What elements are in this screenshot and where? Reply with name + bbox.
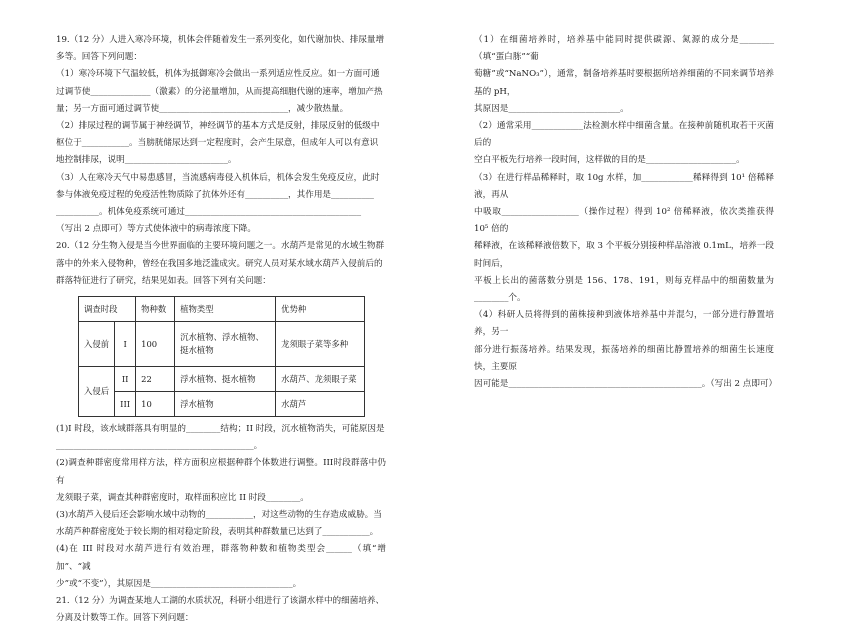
- before-invasion-label: 入侵前: [79, 322, 115, 367]
- count-cell: 100: [136, 322, 175, 367]
- q21-line-1: 21.（12 分）为调查某地人工湖的水质状况，科研小组进行了该湖水样中的细菌培养、: [56, 596, 385, 607]
- q20-line-1: 20.（12 分生物入侵是当今世界面临的主要环境问题之一。水葫芦是常见的水域生物群: [56, 241, 385, 252]
- q21-sub1-line-1: （1）在细菌培养时，培养基中能同时提供碳源、氮源的成分是________（填“蛋白胨”“葡: [474, 35, 774, 63]
- q21-sub4-line-2: 部分进行振荡培养。结果发现，振荡培养的细菌比静置培养的细菌生长速度快，主要原: [474, 344, 774, 372]
- q21-sub4-line-1: （4）科研人员将得到的菌株接种到液体培养基中并混匀，一部分进行静置培养，另一: [474, 310, 774, 338]
- q19-line-11: __________。机体免疫系统可通过_________________________________________: [56, 207, 362, 218]
- q19-line-5: 量；另一方面可通过调节使______________________________，减少散热量。: [56, 103, 349, 114]
- stage-cell: II: [115, 367, 136, 392]
- q20-sub2-line-2: 龙须眼子菜，调查其种群密度时，取样面积应比 II 时段________。: [56, 492, 309, 503]
- q20-line-3: 群落特征进行了研究，结果见如表。回答下列有关问题：: [56, 275, 271, 286]
- q19-line-3: （1）寒冷环境下气温较低，机体为抵御寒冷会做出一系列适应性反应。如一方面可通: [56, 69, 380, 80]
- plant-type-cell: 浮水植物: [175, 392, 276, 417]
- q19-line-7: 枢位于___________。当膀胱储尿达到一定程度时，会产生尿意，但成年人可以有意识: [56, 138, 379, 149]
- q20-sub4-line-1: (4)在 III 时段对水葫芦进行有效治理，群落物种数和植物类型会______（填“增加”、“减: [56, 544, 386, 572]
- q21-sub2-line-1: （2）通常采用____________法检测水样中细菌含量。在接种前随机取若干灭菌后的: [474, 121, 774, 149]
- q21-sub3-line-3: 稀释液，在该稀释液倍数下，取 3 个平板分别接种样品溶液 0.1mL，培养一段时间后，: [474, 241, 774, 269]
- q20-sub1-line-2: ______________________________________________。: [56, 441, 263, 452]
- count-cell: 22: [136, 367, 175, 392]
- count-cell: 10: [136, 392, 175, 417]
- header-species-count: 物种数: [136, 297, 175, 322]
- header-period: 调查时段: [79, 297, 136, 322]
- q20-sub2-line-1: (2)调查种群密度常用样方法，样方面积应根据种群个体数进行调整。III时段群落中仍有: [56, 458, 386, 486]
- q20-line-2: 落中的外来入侵物种，曾经在我国多地泛滥成灾。研究人员对某水域水葫芦入侵前后的: [56, 258, 383, 269]
- q21-sub3-line-1: （3）在进行样品稀释时，取 10g 水样，加____________稀释得到 10¹ 倍稀释液，再从: [474, 172, 774, 200]
- q19-line-9: （3）人在寒冷天气中易患感冒，当流感病毒侵入机体后，机体会发生免疫反应，此时: [56, 172, 380, 183]
- q21-sub2-line-2: 空白平板先行培养一段时间，这样做的目的是_____________________。: [474, 155, 745, 166]
- q20-sub3-line-1: (3)水葫芦入侵后还会影响水域中动物的___________，对这些动物的生存造成威胁。当: [56, 510, 382, 521]
- header-plant-type: 植物类型: [175, 297, 276, 322]
- q19-line-6: （2）排尿过程的调节属于神经调节，神经调节的基本方式是反射，排尿反射的低级中: [56, 121, 380, 132]
- q21-sub4-line-3: 因可能是_____________________________________________。（写出 2 点即可）: [474, 379, 778, 390]
- after-invasion-label: 入侵后: [79, 367, 115, 417]
- table-row: [79, 367, 365, 392]
- q20-sub4-line-2: 少”或“不变”），其原因是_________________________________。: [56, 578, 302, 589]
- right-column: [474, 32, 778, 393]
- q20-sub3-line-2: 水葫芦种群密度处于较长期的相对稳定阶段，表明其种群数量已达到了___________。: [56, 527, 379, 538]
- survey-table: [78, 296, 365, 417]
- q19-line-8: 地控制排尿，说明________________________。: [56, 155, 237, 166]
- q20-sub1-line-1: (1)I 时段，该水域群落具有明显的________结构；II 时段，沉水植物消失，可能原因是: [56, 424, 385, 435]
- stage-cell: III: [115, 392, 136, 417]
- stage-cell: I: [115, 322, 136, 367]
- header-dominant: 优势种: [276, 297, 365, 322]
- q19-line-1: 19.（12 分）人进入寒冷环境，机体会伴随着发生一系列变化，如代谢加快、排尿量增: [56, 35, 385, 45]
- q21-sub3-line-4: 平板上长出的菌落数分别是 156、178、191，则每克样品中的细菌数量为________个。: [474, 275, 774, 304]
- table-header-row: [79, 297, 365, 322]
- q19-line-2: 多等。回答下列问题：: [56, 52, 142, 63]
- plant-type-cell: 浮水植物、挺水植物: [175, 367, 276, 392]
- dominant-cell: 水葫芦、龙须眼子菜: [276, 367, 365, 392]
- q21-sub3-line-2: 中吸取__________________（操作过程）得到 10² 倍稀释液，依次类推获得 10⁵ 倍的: [474, 207, 774, 235]
- plant-type-cell: 沉水植物、浮水植物、挺水植物: [175, 322, 276, 367]
- q19-line-4: 过调节使______________（激素）的分泌量增加，从而提高细胞代谢的速率，增加产热: [56, 86, 383, 97]
- dominant-cell: 水葫芦: [276, 392, 365, 417]
- table-row: [79, 322, 365, 367]
- table-row: [79, 392, 365, 417]
- q21-sub1-line-3: 其原因是__________________________。: [474, 103, 629, 114]
- dominant-cell: 龙须眼子菜等多种: [276, 322, 365, 367]
- left-column: [56, 32, 386, 627]
- q19-line-12: （写出 2 点即可）等方式使体液中的病毒浓度下降。: [56, 224, 256, 235]
- q19-line-10: 参与体液免疫过程的免疫活性物质除了抗体外还有__________，其作用是__________: [56, 189, 374, 200]
- q21-sub1-line-2: 萄糖”或“NaNO₃”），通常，制备培养基时要根据所培养细菌的不同来调节培养基的 pH，: [474, 69, 774, 97]
- q21-line-2: 分离及计数等工作。回答下列问题：: [56, 613, 194, 624]
